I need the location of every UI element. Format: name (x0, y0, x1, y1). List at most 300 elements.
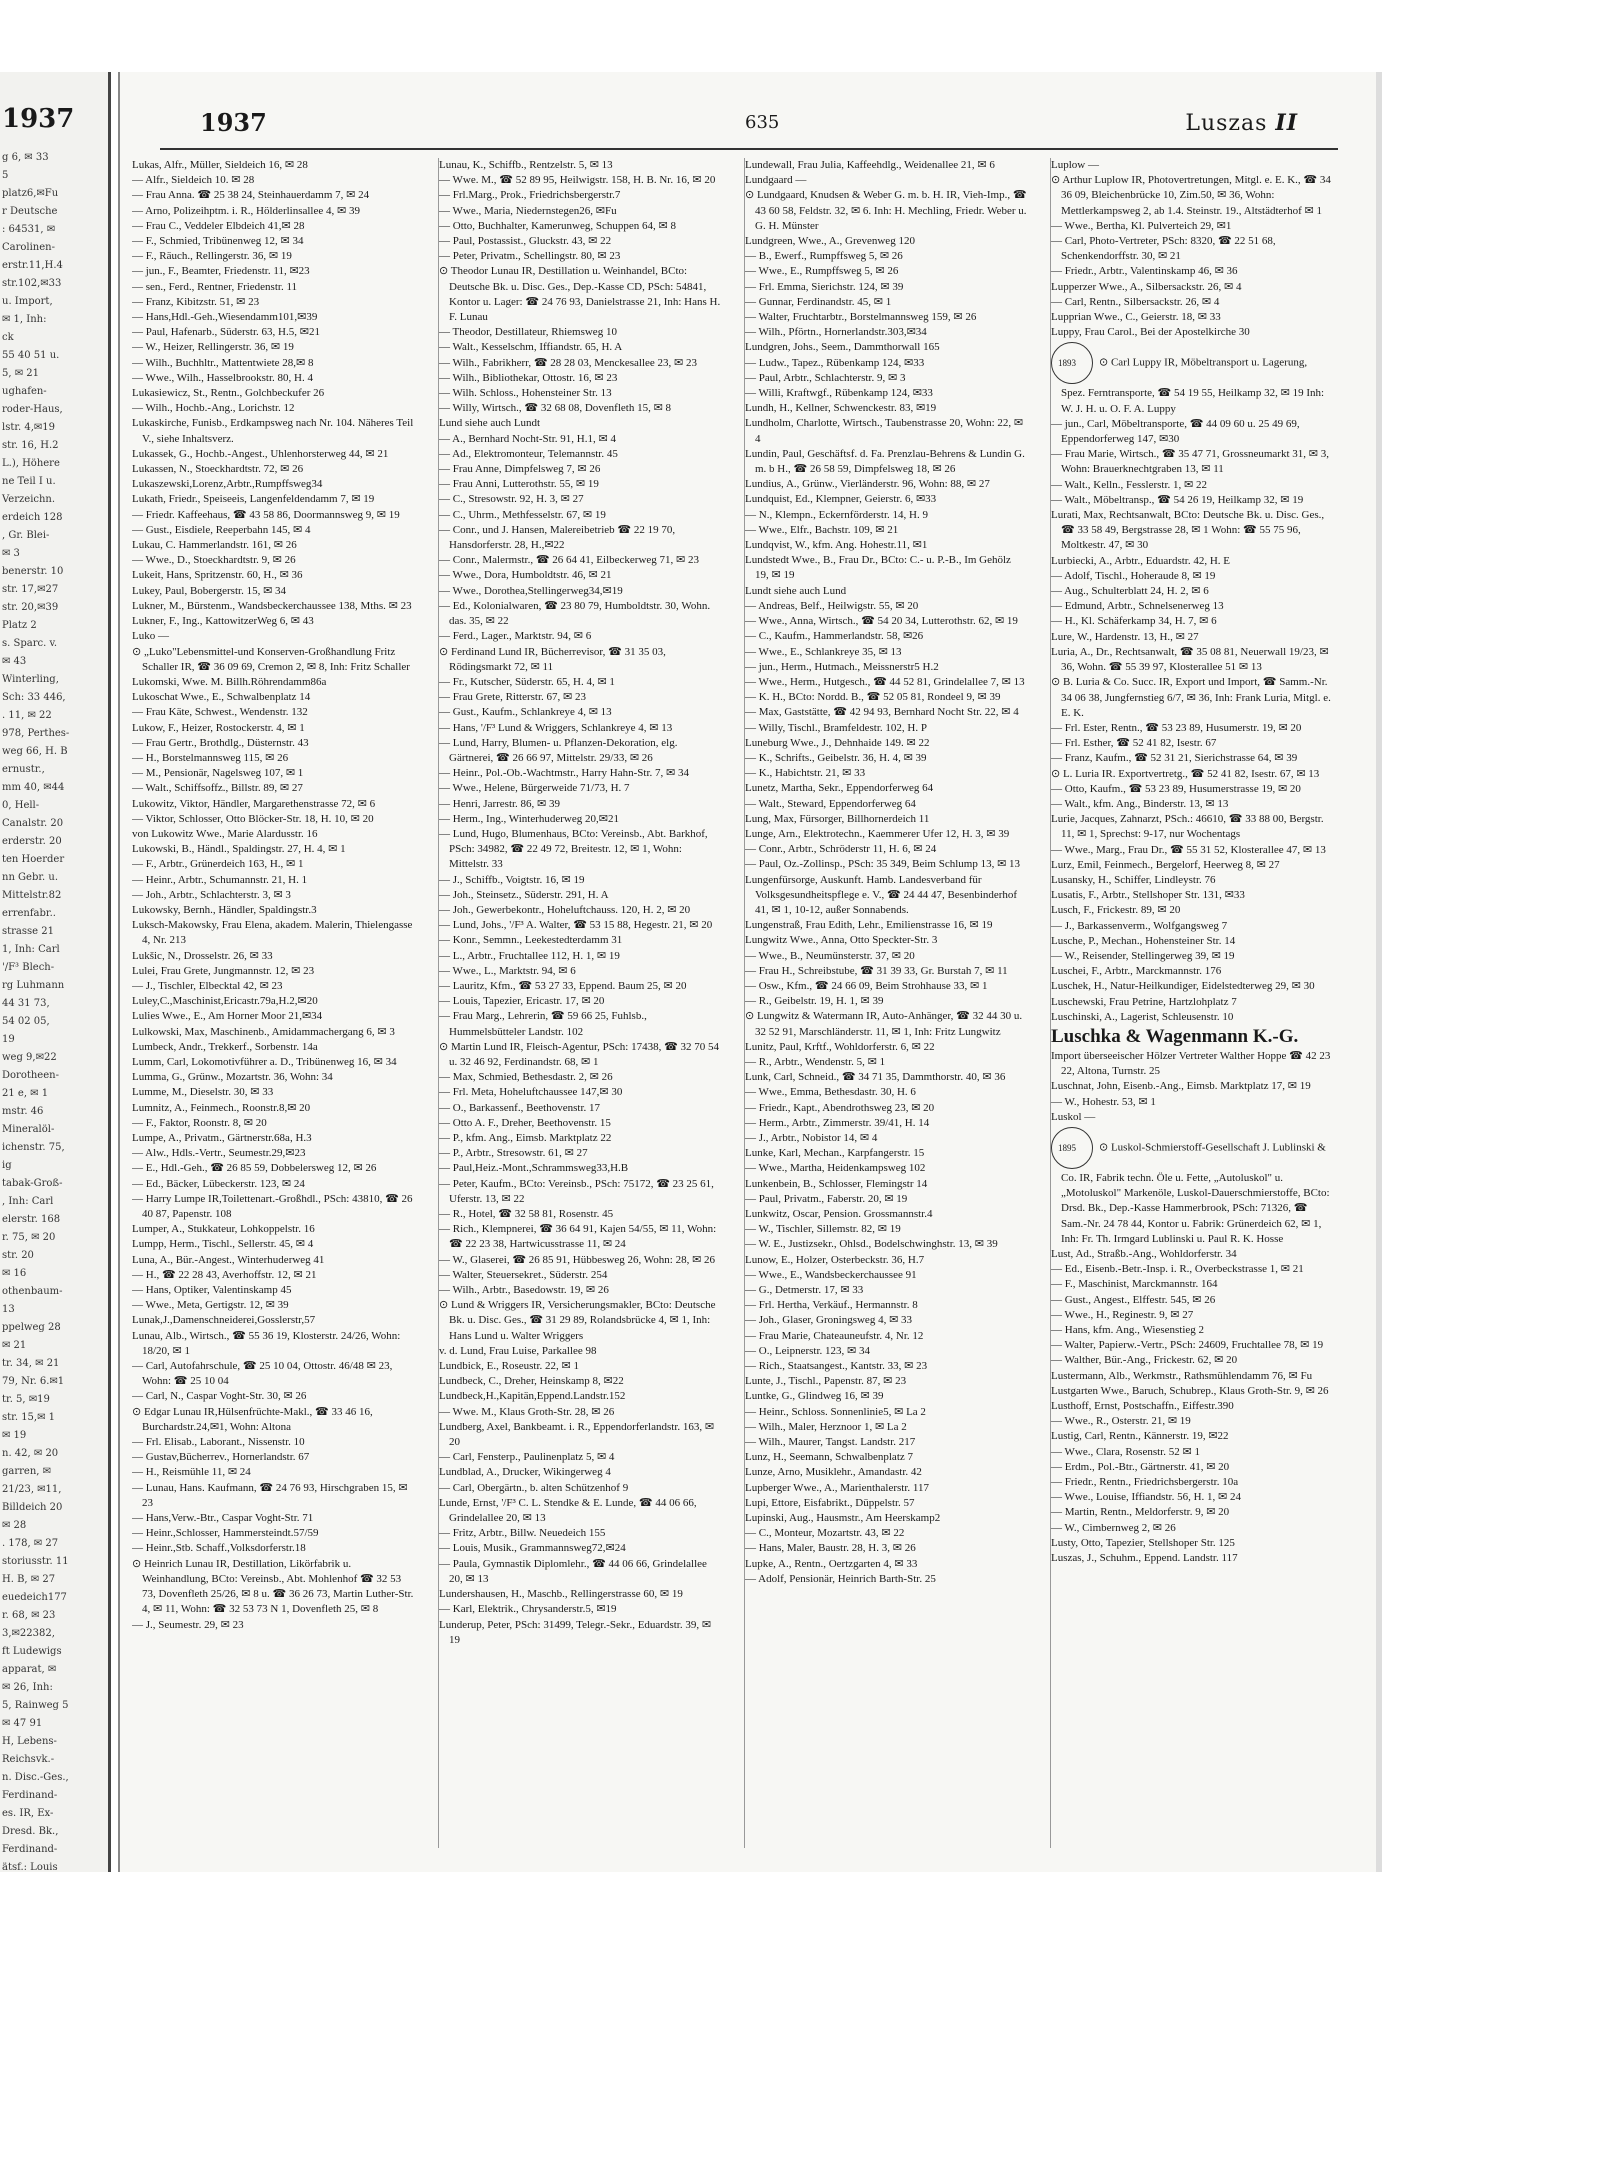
directory-entry (745, 1116, 1027, 1131)
directory-entry (132, 219, 414, 234)
directory-entry (439, 204, 721, 219)
entry-text: — Conr., Malermstr., ☎ 26 64 41, Eilbeckerweg 71, ✉ 23 (439, 554, 699, 567)
entry-text: Lumnitz, A., Feinmech., Roonstr.8,✉ 20 (132, 1101, 311, 1114)
entry-text: Lupprian Wwe., C., Geierstr. 18, ✉ 33 (1051, 311, 1221, 324)
directory-entry (132, 979, 414, 994)
directory-entry (745, 1055, 1027, 1070)
directory-entry (439, 173, 721, 188)
previous-page-line: Billdeich 20 (2, 1502, 63, 1513)
directory-entry (132, 873, 414, 888)
entry-text: — Louis, Musik., Grammannsweg72,✉24 (439, 1542, 626, 1555)
previous-page-line: 0, Hell- (2, 800, 40, 811)
entry-text: — Viktor, Schlosser, Otto Blöcker-Str. 18, H. 10, ✉ 20 (132, 812, 374, 825)
entry-text: — A., Bernhard Nocht-Str. 91, H.1, ✉ 4 (439, 432, 616, 445)
entry-text: Luneburg Wwe., J., Dehnhaide 149. ✉ 22 (745, 736, 930, 749)
directory-entry (439, 736, 721, 766)
entry-text: Lukeit, Hans, Spritzenstr. 60, H., ✉ 36 (132, 569, 303, 582)
directory-entry (745, 477, 1027, 492)
directory-entry (1051, 1025, 1333, 1049)
entry-text: Lundewall, Frau Julia, Kaffeehdlg., Weidenallee 21, ✉ 6 (745, 159, 995, 171)
previous-page-line: str. 20 (2, 1250, 34, 1261)
previous-page-line: Canalstr. 20 (2, 818, 64, 829)
directory-entry (439, 675, 721, 690)
directory-entry (1051, 1414, 1333, 1429)
previous-page-strip (0, 72, 111, 1872)
entry-text: — Lund, Harry, Blumen- u. Pflanzen-Dekoration, elg. Gärtnerei, ☎ 26 66 97, Mittelstr. 29/33, ✉ 26 (439, 736, 678, 764)
entry-text: Lusatis, F., Arbtr., Stellshoper Str. 131, ✉33 (1051, 889, 1245, 902)
entry-text: — Carl, Autofahrschule, ☎ 25 10 04, Ottostr. 46/48 ✉ 23, Wohn: ☎ 25 10 04 (132, 1360, 393, 1388)
directory-entry (1051, 219, 1333, 234)
entry-text: — Carl, Obergärtn., b. alten Schützenhof 9 (439, 1481, 629, 1494)
directory-entry (132, 1541, 414, 1556)
entry-text: Lukoschat Wwe., E., Schwalbenplatz 14 (132, 691, 311, 704)
directory-entry (745, 1207, 1027, 1222)
entry-text: Lunze, Arno, Musiklehr., Amandastr. 42 (745, 1466, 922, 1479)
entry-text: Lumbeck, Andr., Trekkerf., Sorbenstr. 14a (132, 1040, 318, 1053)
directory-entry (439, 1161, 721, 1176)
previous-page-line: 44 31 73, (2, 998, 50, 1009)
entry-text: Lukassek, G., Hochb.-Angest., Uhlenhorsterweg 44, ✉ 21 (132, 447, 389, 460)
directory-entry (745, 295, 1027, 310)
entry-text: — Walther, Bür.-Ang., Frickestr. 62, ✉ 20 (1051, 1354, 1238, 1367)
entry-text: — Willy, Wirtsch., ☎ 32 68 08, Dovenfleth 15, ✉ 8 (439, 402, 672, 415)
directory-entry (439, 553, 721, 568)
directory-entry (132, 1085, 414, 1100)
entry-text: Lunitz, Paul, Krftf., Wohldorferstr. 6, ✉ 22 (745, 1040, 935, 1053)
directory-entry (439, 1283, 721, 1298)
entry-text: — H., Reismühle 11, ✉ 24 (132, 1466, 251, 1479)
directory-entry (1051, 1536, 1333, 1551)
directory-entry (1051, 1399, 1333, 1414)
entry-text: Lundholm, Charlotte, Wirtsch., Taubenstrasse 20, Wohn: 22, ✉ 4 (745, 417, 1024, 445)
previous-page-line: 3,✉22382, (2, 1628, 55, 1639)
directory-entry (1051, 310, 1333, 325)
directory-entry (132, 1192, 414, 1222)
entry-text: — Louis, Tapezier, Ericastr. 17, ✉ 20 (439, 995, 605, 1008)
directory-entry (1051, 234, 1333, 264)
entry-text: — Lunau, Hans. Kaufmann, ☎ 24 76 93, Hirschgraben 15, ✉ 23 (132, 1481, 408, 1509)
directory-entry (439, 933, 721, 948)
entry-text: — F., Räuch., Rellingerstr. 36, ✉ 19 (132, 250, 292, 263)
entry-text: — Walt., Steward, Eppendorferweg 64 (745, 797, 916, 810)
entry-text: Lurati, Max, Rechtsanwalt, BCto: Deutsche Bk. u. Disc. Ges., ☎ 33 58 49, Bergstrasse 28, ✉ 1 Wohn: ☎ 55 75 96, Moltkestr. 47, ✉ 30 (1051, 509, 1325, 552)
directory-entry (745, 751, 1027, 766)
previous-page-line: 54 02 05, (2, 1016, 50, 1027)
entry-text: Lulkowski, Max, Maschinenb., Amidammachergang 6, ✉ 3 (132, 1025, 395, 1038)
directory-entry (1051, 675, 1333, 721)
directory-entry (745, 645, 1027, 660)
entry-text: — Hans,Verw.-Btr., Caspar Voght-Str. 71 (132, 1512, 314, 1525)
directory-entry (132, 1313, 414, 1328)
directory-entry (1051, 554, 1333, 569)
previous-page-line: ✉ 26, Inh: (2, 1682, 53, 1693)
directory-entry (745, 857, 1027, 872)
entry-text: — Wwe., B., Neumünsterstr. 37, ✉ 20 (745, 949, 915, 962)
company-logo-icon: 1893 (1051, 342, 1093, 384)
previous-page-line: ughafen- (2, 386, 47, 397)
entry-text: — Aug., Schulterblatt 24, H. 2, ✉ 6 (1051, 585, 1209, 598)
directory-entry (745, 1389, 1027, 1404)
entry-text: — Heinr.,Schlosser, Hammersteindt.57/59 (132, 1527, 319, 1540)
directory-entry (439, 1526, 721, 1541)
entry-text: Lund siehe auch Lundt (439, 417, 541, 430)
directory-entry (1051, 1095, 1333, 1110)
entry-text: Lupke, A., Rentn., Oertzgarten 4, ✉ 33 (745, 1557, 918, 1570)
entry-text: Lusch, F., Frickestr. 89, ✉ 20 (1051, 904, 1181, 917)
entry-text: — Andreas, Belf., Heilwigstr. 55, ✉ 20 (745, 599, 919, 612)
directory-entry (439, 249, 721, 264)
entry-text: — Gust., Angest., Elffestr. 545, ✉ 26 (1051, 1293, 1216, 1306)
directory-entry (745, 1283, 1027, 1298)
entry-text: Lunkwitz, Oscar, Pension. Grossmannstr.4 (745, 1208, 933, 1221)
directory-entry (1051, 919, 1333, 934)
entry-text: — Carl, Fensterp., Paulinenplatz 5, ✉ 4 (439, 1451, 615, 1464)
entry-text: — Paul, Hafenarb., Süderstr. 63, H.5, ✉21 (132, 326, 320, 339)
entry-text: — Conr., Arbtr., Schröderstr 11, H. 6, ✉ 24 (745, 843, 937, 856)
directory-entry (132, 842, 414, 857)
directory-entry (132, 994, 414, 1009)
entry-text: — F., Maschinist, Marckmannstr. 164 (1051, 1278, 1218, 1291)
directory-entry (439, 1040, 721, 1070)
previous-page-line: r. 68, ✉ 23 (2, 1610, 56, 1621)
previous-page-line: . 11, ✉ 22 (2, 710, 52, 721)
directory-entry (132, 1481, 414, 1511)
directory-entry (439, 340, 721, 355)
previous-page-line: ✉ 28 (2, 1520, 27, 1531)
directory-entry (439, 1207, 721, 1222)
directory-entry (745, 538, 1027, 553)
directory-entry (1051, 569, 1333, 584)
entry-text: — Frau Gertr., Brothdlg., Düsternstr. 43 (132, 736, 309, 749)
directory-entry (745, 933, 1027, 948)
directory-entry (745, 386, 1027, 401)
previous-page-line: weg 9,✉22 (2, 1052, 57, 1063)
directory-entry (439, 1222, 721, 1252)
entry-text: Lukau, C. Hammerlandstr. 161, ✉ 26 (132, 539, 297, 552)
entry-text: ⊙ Lundgaard, Knudsen & Weber G. m. b. H. IR, Vieh-Imp., ☎ 43 60 58, Feldstr. 32, ✉ 6. Inh: H. Mechling, Friedr. Weber u. G. H. Münster (745, 189, 1027, 232)
entry-text: — Walt., Möbeltransp., ☎ 54 26 19, Heilkamp 32, ✉ 19 (1051, 493, 1304, 506)
previous-page-line: 13 (2, 1304, 15, 1315)
entry-text: Lure, W., Hardenstr. 13, H., ✉ 27 (1051, 630, 1199, 643)
directory-entry (1051, 736, 1333, 751)
directory-entry (439, 1420, 721, 1450)
directory-entry (132, 1450, 414, 1465)
entry-text: — Heinr., Arbtr., Schumannstr. 21, H. 1 (132, 873, 308, 886)
entry-text: — R., Hotel, ☎ 32 58 81, Rosenstr. 45 (439, 1208, 614, 1221)
directory-entry (1051, 614, 1333, 629)
directory-page (118, 72, 1378, 1872)
directory-entry (1051, 1353, 1333, 1368)
entry-text: — F., Schmied, Tribünenweg 12, ✉ 34 (132, 235, 304, 248)
directory-entry (745, 797, 1027, 812)
directory-entry (745, 1192, 1027, 1207)
entry-text: — Hans, kfm. Ang., Wiesenstieg 2 (1051, 1324, 1205, 1337)
previous-page-line: garren, ✉ (2, 1466, 52, 1477)
entry-text: — Frau Anna. ☎ 25 38 24, Steinhauerdamm 7, ✉ 24 (132, 189, 370, 202)
entry-text: — Hans, Maler, Baustr. 28, H. 3, ✉ 26 (745, 1542, 916, 1555)
previous-page-line: 5, ✉ 21 (2, 368, 40, 379)
entry-text: — Gust., Kaufm., Schlankreye 4, ✉ 13 (439, 706, 612, 719)
previous-page-line: 55 40 51 u. (2, 350, 60, 361)
entry-text: Lukassen, N., Stoeckhardtstr. 72, ✉ 26 (132, 463, 304, 476)
directory-entry (1051, 295, 1333, 310)
directory-entry (132, 1101, 414, 1116)
directory-entry (132, 1237, 414, 1252)
directory-entry (132, 340, 414, 355)
directory-entry (1051, 645, 1333, 675)
directory-entry (439, 584, 721, 599)
entry-text: Lunte, J., Tischl., Papenstr. 87, ✉ 23 (745, 1375, 907, 1388)
previous-page-line: es. IR, Ex- (2, 1808, 54, 1819)
directory-entry (132, 416, 414, 446)
entry-text: — R., Geibelstr. 19, H. 1, ✉ 39 (745, 995, 884, 1008)
previous-page-year: 1937 (2, 104, 75, 134)
entry-text: Lusche, P., Mechan., Hohensteiner Str. 14 (1051, 934, 1236, 947)
directory-entry (132, 1405, 414, 1435)
directory-entry (1051, 843, 1333, 858)
entry-text: — H., Kl. Schäferkamp 34, H. 7, ✉ 6 (1051, 615, 1217, 628)
entry-text: — Joh., Steinsetz., Süderstr. 291, H. A (439, 888, 609, 901)
entry-text: — Frau Marie, Chateauneufstr. 4, Nr. 12 (745, 1329, 924, 1342)
entry-text: ⊙ Luskol-Schmierstoff-Gesellschaft J. Lublinski & Co. IR, Fabrik techn. Öle u. Fette, „Autoluskol" u. „Motoluskol" Markenöle, Luskol-Dauerschmierstoffe, BCto: Drsd. Bk., Dep.-Kasse Hammerbrook, PSch: 71326, ☎ Sam.-Nr. 24 78 44, Kontor u. Fabrik: Grünerdeich 62, ✉ 1, Inh: Fr. Th. Irmgard Lublinski u. Paul R. K. Hosse (1061, 1141, 1330, 1245)
entry-text: — Conr., und J. Hansen, Malereibetrieb ☎ 22 19 70, Hansdorferstr. 28, H.,✉22 (439, 523, 676, 552)
entry-text: — E., Hdl.-Geh., ☎ 26 85 59, Dobbelersweg 12, ✉ 26 (132, 1162, 377, 1175)
directory-entry (132, 188, 414, 203)
entry-text: — C., Monteur, Mozartstr. 43, ✉ 22 (745, 1527, 905, 1540)
entry-text: — Willy, Tischl., Bramfeldestr. 102, H. P (745, 721, 927, 734)
entry-text: — C., Uhrm., Methfesselstr. 67, ✉ 19 (439, 508, 606, 521)
directory-entry (745, 1268, 1027, 1283)
directory-entry (745, 1298, 1027, 1313)
directory-entry (132, 568, 414, 583)
entry-text: Lupinski, Aug., Hausmstr., Am Heerskamp2 (745, 1512, 941, 1525)
directory-entry (745, 371, 1027, 386)
entry-text: — W., Reisender, Stellingerweg 39, ✉ 19 (1051, 949, 1235, 962)
previous-page-line: . 178, ✉ 27 (2, 1538, 59, 1549)
directory-entry (132, 629, 414, 644)
directory-entry (132, 1329, 414, 1359)
previous-page-line: erdeich 128 (2, 512, 63, 523)
previous-page-line: euedeich177 (2, 1592, 67, 1603)
directory-entry (132, 903, 414, 918)
directory-entry (1051, 1277, 1333, 1292)
directory-entry (439, 1070, 721, 1085)
entry-text: Lunderup, Peter, PSch: 31499, Telegr.-Sekr., Eduardstr. 39, ✉ 19 (439, 1618, 712, 1646)
directory-entry (439, 873, 721, 888)
entry-text: Lundershausen, H., Maschb., Rellingerstrasse 60, ✉ 19 (439, 1588, 683, 1601)
directory-entry (745, 1557, 1027, 1572)
entry-text: — F., Arbtr., Grünerdeich 163, H., ✉ 1 (132, 858, 304, 871)
entry-text: Luria, A., Dr., Rechtsanwalt, ☎ 35 08 81, Neuerwall 19/23, ✉ 36, Wohn. ☎ 55 39 97, Klosterallee 51 ✉ 13 (1051, 645, 1329, 674)
previous-page-line: mstr. 46 (2, 1106, 44, 1117)
entry-text: — Carl, Photo-Vertreter, PSch: 8320, ☎ 22 51 68, Schenkendorffstr. 30, ✉ 21 (1051, 235, 1276, 263)
directory-entry (132, 538, 414, 553)
entry-text: ⊙ L. Luria IR. Exportvertretg., ☎ 52 41 82, Isestr. 67, ✉ 13 (1051, 767, 1320, 780)
entry-text: — Lund, Johs., '/F³ A. Walter, ☎ 53 15 88, Hegestr. 21, ✉ 20 (439, 919, 713, 932)
previous-page-line: Sch: 33 446, (2, 692, 66, 703)
entry-text: — Wilh., Buchhltr., Mattentwiete 28,✉ 8 (132, 356, 314, 369)
previous-page-line: Dresd. Bk., (2, 1826, 59, 1837)
entry-text: Lungenfürsorge, Auskunft. Hamb. Landesverband für Volksgesundheitspflege e. V., ☎ 24 44 47, Besenbinderhof 41, ✉ 1, 10-12, außer Sonnabends. (745, 873, 1018, 916)
directory-entry (745, 310, 1027, 325)
entry-text: — Carl, Rentn., Silbersackstr. 26, ✉ 4 (1051, 295, 1220, 308)
previous-page-line: ✉ 3 (2, 548, 20, 559)
column-3 (744, 158, 1027, 1848)
entry-text: — Peter, Privatm., Schellingstr. 80, ✉ 23 (439, 250, 621, 263)
directory-entry (439, 1389, 721, 1404)
directory-entry (1051, 1293, 1333, 1308)
directory-entry (132, 295, 414, 310)
entry-text: — Wwe., Herm., Hutgesch., ☎ 44 52 81, Grindelallee 7, ✉ 13 (745, 675, 1025, 688)
page-number: 635 (745, 112, 780, 133)
entry-text: Lusansky, H., Schiffer, Lindleystr. 76 (1051, 873, 1216, 886)
directory-entry (132, 386, 414, 401)
previous-page-line: platz6,✉Fu (2, 188, 59, 199)
previous-page-line: 1, Inh: Carl (2, 944, 60, 955)
entry-text: Lusty, Otto, Tapezier, Stellshoper Str. 125 (1051, 1536, 1235, 1549)
directory-entry (439, 629, 721, 644)
entry-text: Lunkenbein, B., Schlosser, Flemingstr 14 (745, 1177, 928, 1190)
directory-entry (745, 721, 1027, 736)
entry-text: — Wwe., E., Wandsbeckerchaussee 91 (745, 1268, 917, 1281)
directory-entry (439, 1450, 721, 1465)
entry-text: — Heinr.,Stb. Schaff.,Volksdorferstr.18 (132, 1542, 306, 1555)
directory-entry (132, 690, 414, 705)
previous-page-line: Carolinen- (2, 242, 55, 253)
directory-entry (439, 964, 721, 979)
directory-entry (439, 1481, 721, 1496)
entry-text: — C., Stresowstr. 92, H. 3, ✉ 27 (439, 493, 584, 506)
directory-entry (132, 158, 414, 173)
previous-page-line: H. B, ✉ 27 (2, 1574, 56, 1585)
previous-page-line: n. 42, ✉ 20 (2, 1448, 59, 1459)
entry-text: — Frl.Marg., Prok., Friedrichsbergerstr.7 (439, 189, 621, 202)
entry-text: — Paul, Postassist., Gluckstr. 43, ✉ 22 (439, 235, 612, 248)
entry-text: von Lukowitz Wwe., Marie Alardusstr. 16 (132, 827, 318, 840)
directory-entry (745, 1405, 1027, 1420)
entry-text: — Wwe., Clara, Rosenstr. 52 ✉ 1 (1051, 1445, 1200, 1458)
directory-entry (439, 1298, 721, 1344)
previous-page-line: L.), Höhere (2, 458, 60, 469)
directory-entry (132, 705, 414, 720)
entry-text: Lumper, A., Stukkateur, Lohkoppelstr. 16 (132, 1223, 315, 1236)
directory-entry (745, 173, 1027, 188)
directory-entry (132, 721, 414, 736)
directory-entry (745, 1131, 1027, 1146)
entry-text: — Heinr., Pol.-Ob.-Wachtmstr., Harry Hahn-Str. 7, ✉ 34 (439, 767, 689, 780)
directory-entry (1051, 1445, 1333, 1460)
entry-text: — Wilh. Schloss., Hohensteiner Str. 13 (439, 387, 612, 400)
directory-entry (439, 1496, 721, 1526)
previous-page-line: erstr.11,H.4 (2, 260, 63, 271)
directory-entry (439, 1177, 721, 1207)
directory-entry (132, 599, 414, 614)
entry-text: Lunetz, Martha, Sekr., Eppendorferweg 64 (745, 782, 934, 795)
entry-text: Lumme, M., Dieselstr. 30, ✉ 33 (132, 1086, 274, 1099)
previous-page-line: ✉ 16 (2, 1268, 27, 1279)
entry-text: Lunge, Arn., Elektrotechn., Kaemmerer Ufer 12, H. 3, ✉ 39 (745, 827, 1010, 840)
entry-text: — Konr., Semmn., Leekestedterdamm 31 (439, 934, 623, 947)
entry-text: Lundqvist, W., kfm. Ang. Hohestr.11, ✉1 (745, 539, 928, 552)
directory-entry (745, 584, 1027, 599)
entry-text: — Wwe., Martha, Heidenkampsweg 102 (745, 1162, 926, 1175)
entry-text: — M., Pensionär, Nagelsweg 107, ✉ 1 (132, 767, 304, 780)
previous-page-line: ✉ 19 (2, 1430, 27, 1441)
directory-entry (439, 1374, 721, 1389)
entry-text: Luschnat, John, Eisenb.-Ang., Eimsb. Marktplatz 17, ✉ 19 (1051, 1080, 1311, 1093)
entry-text: Lukomski, Wwe. M. Billh.Röhrendamm86a (132, 675, 327, 688)
directory-entry (745, 949, 1027, 964)
entry-text: — Frau H., Schreibstube, ☎ 31 39 33, Gr. Burstah 7, ✉ 11 (745, 964, 1008, 977)
entry-text: — Otto, Buchhalter, Kamerunweg, Schuppen 64, ✉ 8 (439, 219, 676, 232)
previous-page-line: Dorotheen- (2, 1070, 59, 1081)
entry-text: Luschei, F., Arbtr., Marckmannstr. 176 (1051, 965, 1222, 978)
entry-text: — Friedr., Kapt., Abendrothsweg 23, ✉ 20 (745, 1101, 935, 1114)
entry-text: — Fritz, Arbtr., Billw. Neuedeich 155 (439, 1527, 606, 1540)
directory-entry (745, 1511, 1027, 1526)
directory-entry (132, 508, 414, 523)
entry-text: Lupi, Ettore, Eisfabrikt., Düppelstr. 57 (745, 1496, 915, 1509)
directory-entry (1051, 903, 1333, 918)
entry-text: Lukaszewski,Lorenz,Arbtr.,Rumpffsweg34 (132, 478, 323, 491)
directory-entry (439, 1085, 721, 1100)
directory-entry (745, 873, 1027, 919)
entry-text: — Ed., Kolonialwaren, ☎ 23 80 79, Humboldtstr. 30, Wohn. das. 35, ✉ 22 (439, 599, 711, 628)
entry-text: ⊙ Martin Lund IR, Fleisch-Agentur, PSch: 17438, ☎ 32 70 54 u. 32 46 92, Ferdinandstr. 68, ✉ 1 (439, 1040, 720, 1068)
entry-text: — Heinr., Schloss. Sonnenlinie5, ✉ La 2 (745, 1405, 926, 1418)
previous-page-line: , Gr. Blei- (2, 530, 50, 541)
previous-page-line: s. Sparc. v. (2, 638, 58, 649)
entry-text: — Peter, Kaufm., BCto: Vereinsb., PSch: 75172, ☎ 23 25 61, Uferstr. 13, ✉ 22 (439, 1177, 714, 1205)
entry-text: — Lund, Hugo, Blumenhaus, BCto: Vereinsb., Abt. Barkhof, PSch: 34982, ☎ 22 49 72, Breitestr. 12, ✉ 1, Wohn: Mittelstr. 33 (439, 827, 708, 871)
entry-text: — W. E., Justizsekr., Ohlsd., Bodelschwinghstr. 13, ✉ 39 (745, 1238, 998, 1251)
directory-entry (1051, 964, 1333, 979)
entry-text: — Wilh., Maurer, Tangst. Landstr. 217 (745, 1436, 916, 1449)
entry-text: ⊙ B. Luria & Co. Succ. IR, Export und Import, ☎ Samm.-Nr. 34 06 38, Jungfernstieg 6/7, ✉ 36, Inh: Frank Luria, Mitgl. e. E. K. (1051, 676, 1331, 719)
entry-text: Import überseeischer Hölzer Vertreter Walther Hoppe ☎ 42 23 22, Altona, Turnstr. 25 (1051, 1049, 1331, 1078)
previous-page-line: 5, Rainweg 5 (2, 1700, 69, 1711)
directory-entry (745, 1344, 1027, 1359)
entry-text: — Paula, Gymnastik Diplomlehr., ☎ 44 06 66, Grindelallee 20, ✉ 13 (439, 1557, 707, 1585)
entry-text: Lundquist, Ed., Klempner, Geierstr. 6, ✉33 (745, 493, 937, 506)
entry-text: — Walter, Steuersekret., Süderstr. 254 (439, 1268, 608, 1281)
directory-entry (439, 1253, 721, 1268)
entry-text: Luntke, G., Glindweg 16, ✉ 39 (745, 1390, 884, 1403)
directory-entry (439, 1618, 721, 1648)
entry-text: Lukow, F., Heizer, Rostockerstr. 4, ✉ 1 (132, 721, 305, 734)
column-2 (438, 158, 721, 1848)
directory-entry (439, 401, 721, 416)
directory-entry (132, 264, 414, 279)
directory-entry (745, 1146, 1027, 1161)
entry-text: — R., Arbtr., Wendenstr. 5, ✉ 1 (745, 1055, 886, 1068)
directory-entry (1051, 1308, 1333, 1323)
directory-entry (132, 1070, 414, 1085)
previous-page-line: weg 66, H. B (2, 746, 68, 757)
entry-text: — H., ☎ 22 28 43, Averhoffstr. 12, ✉ 21 (132, 1268, 317, 1281)
entry-text: — jun., F., Beamter, Friedenstr. 11, ✉23 (132, 265, 310, 278)
directory-entry (132, 280, 414, 295)
entry-text: — O., Barkassenf., Beethovenstr. 17 (439, 1101, 600, 1114)
page-header (160, 108, 1338, 150)
directory-entry (1051, 888, 1333, 903)
entry-text: — Paul, Arbtr., Schlachterstr. 9, ✉ 3 (745, 371, 906, 384)
directory-entry (439, 447, 721, 462)
directory-entry (132, 1389, 414, 1404)
entry-text: Lulei, Frau Grete, Jungmannstr. 12, ✉ 23 (132, 964, 315, 977)
header-year: 1937 (200, 108, 267, 137)
directory-entry (1051, 1490, 1333, 1505)
